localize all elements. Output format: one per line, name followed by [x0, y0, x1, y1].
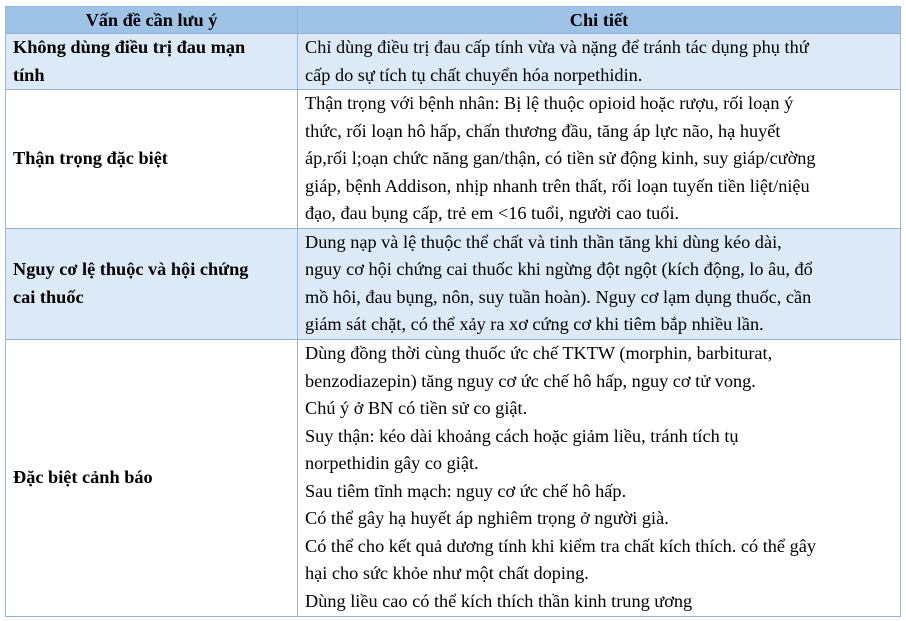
header-detail: Chi tiết [298, 7, 901, 34]
detail-line: benzodiazepin) tăng nguy cơ ức chế hô hấp, nguy cơ tử vong. [305, 370, 756, 391]
detail-line: áp,rối l;oạn chức năng gan/thận, có tiền sử động kinh, suy giáp/cường [305, 148, 816, 168]
detail-line: Có thể gây hạ huyết áp nghiêm trọng ở người già. [305, 508, 669, 528]
header-issue: Vấn đề cần lưu ý [6, 7, 298, 34]
detail-line: Chú ý ở BN có tiền sử co giật. [305, 398, 528, 418]
detail-line: thức, rối loạn hô hấp, chấn thương đầu, tăng áp lực não, hạ huyết [305, 120, 781, 141]
issue-line: tính [13, 64, 45, 85]
table-row [6, 228, 901, 339]
issue-line: Không dùng điều trị đau mạn [13, 37, 246, 57]
issue-cell [6, 228, 298, 339]
table-row [6, 339, 901, 616]
issue-line: Thận trọng đặc biệt [13, 148, 168, 168]
issue-cell [6, 34, 298, 90]
issue-line: Nguy cơ lệ thuộc và hội chứng [13, 259, 249, 279]
detail-line: mồ hôi, đau bụng, nôn, suy tuần hoàn). Nguy cơ lạm dụng thuốc, cần [305, 286, 812, 307]
issue-cell [6, 339, 298, 616]
detail-line: đạo, đau bụng cấp, trẻ em <16 tuổi, người cao tuổi. [305, 203, 680, 223]
detail-cell [298, 339, 901, 616]
detail-line: Sau tiêm tĩnh mạch: nguy cơ ức chế hô hấp. [305, 480, 627, 501]
detail-cell [298, 90, 901, 229]
detail-line: Suy thận: kéo dài khoảng cách hoặc giảm liều, tránh tích tụ [305, 425, 739, 446]
precautions-table [5, 6, 901, 617]
table-header-row [6, 7, 901, 34]
detail-cell [298, 228, 901, 339]
detail-cell [298, 34, 901, 90]
detail-line: Có thể cho kết quả dương tính khi kiểm tra chất kích thích. có thể gây [305, 535, 817, 556]
issue-cell [6, 90, 298, 229]
issue-line: Đặc biệt cảnh báo [13, 466, 153, 487]
detail-line: Thận trọng với bệnh nhân: Bị lệ thuộc opioid hoặc rượu, rối loạn ý [305, 93, 794, 113]
table-row [6, 90, 901, 229]
detail-line: Dung nạp và lệ thuộc thể chất và tinh thần tăng khi dùng kéo dài, [305, 231, 782, 252]
table-row [6, 34, 901, 90]
detail-line: Chỉ dùng điều trị đau cấp tính vừa và nặng để tránh tác dụng phụ thứ [305, 37, 809, 57]
detail-line: norpethidin gây co giật. [305, 453, 479, 473]
detail-line: cấp do sự tích tụ chất chuyển hóa norpethidin. [305, 64, 643, 85]
detail-line: nguy cơ hội chứng cai thuốc khi ngừng đột ngột (kích động, lo âu, đổ [305, 259, 813, 279]
detail-line: giám sát chặt, có thể xảy ra xơ cứng cơ khi tiêm bắp nhiều lần. [305, 314, 764, 334]
issue-line: cai thuốc [13, 286, 84, 307]
detail-line: giáp, bệnh Addison, nhịp nhanh trên thất, rối loạn tuyến tiền liệt/niệu [305, 175, 810, 196]
detail-line: hại cho sức khỏe như một chất doping. [305, 563, 589, 583]
detail-line: Dùng liều cao có thể kích thích thần kinh trung ương [305, 590, 693, 611]
detail-line: Dùng đồng thời cùng thuốc ức chế TKTW (morphin, barbiturat, [305, 343, 773, 363]
